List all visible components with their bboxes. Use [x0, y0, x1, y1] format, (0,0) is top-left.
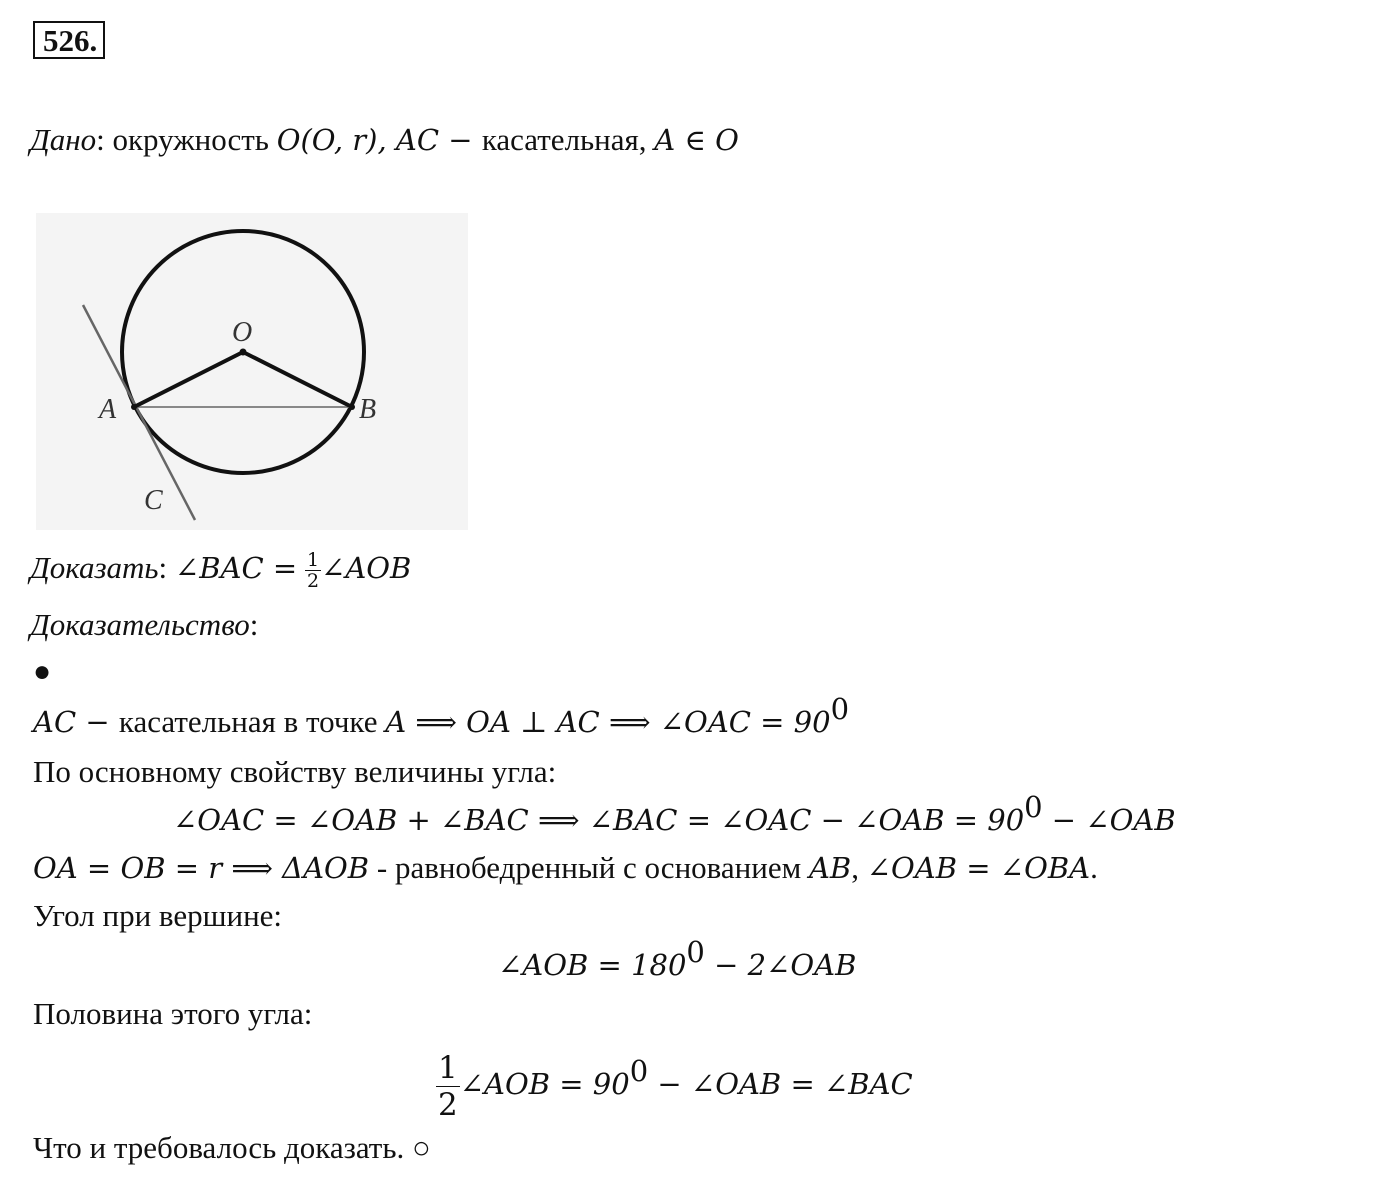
label-b: B — [359, 394, 377, 425]
prove-lhs: ∠BAC = — [174, 551, 298, 585]
l3-math: ∠OAC = ∠OAB + ∠BAC ⟹ ∠BAC = ∠OAC − ∠OAB = 90 — [173, 803, 1025, 837]
given-tangent: касательная, — [481, 122, 655, 157]
geometry-diagram — [36, 213, 468, 530]
given-condition: A ∈ O — [654, 123, 739, 157]
proof-heading — [30, 605, 258, 645]
given-dash: − — [439, 123, 482, 157]
proof-line-8 — [436, 1042, 913, 1126]
proof-colon: : — [249, 607, 259, 642]
l1-ac: AC − — [33, 705, 119, 739]
l8-math: ∠AOB = 90 — [459, 1067, 630, 1101]
radius-oa — [134, 352, 243, 407]
l4-comma: , — [851, 850, 867, 885]
l4-text: - равнобедренный с основанием — [369, 850, 809, 885]
l6-tail: − 2∠OAB — [704, 948, 857, 982]
proof-conclusion: Что и требовалось доказать. ○ — [33, 1130, 431, 1165]
prove-frac-den: 2 — [306, 570, 320, 593]
l1-text: касательная в точке — [118, 704, 386, 739]
l8-tail: − ∠OAB = ∠BAC — [648, 1067, 913, 1101]
proof-line-1 — [33, 692, 850, 742]
l3-tail: − ∠OAB — [1042, 803, 1176, 837]
proof-line-2: По основному свойству величины угла: — [33, 754, 557, 789]
proof-line-7: Половина этого угла: — [33, 996, 313, 1031]
bullet: ● — [33, 655, 52, 688]
proof-line-4 — [33, 848, 1098, 888]
proof-line-3 — [173, 790, 1176, 840]
label-a: A — [99, 394, 117, 425]
prove-frac-num: 1 — [306, 549, 320, 572]
prove-line — [30, 543, 411, 593]
l3-degree: 0 — [1024, 790, 1043, 824]
l8-degree: 0 — [629, 1054, 649, 1088]
point-b — [349, 404, 355, 410]
l4-ab: AB — [808, 851, 852, 885]
given-circle: O(O, r), AC — [276, 123, 440, 157]
point-a — [131, 404, 137, 410]
given-line — [30, 120, 739, 160]
prove-rhs: ∠AOB — [321, 551, 412, 585]
proof-line-5: Угол при вершине: — [33, 898, 283, 933]
circle-tangent-figure — [36, 213, 468, 530]
prove-colon: : — [158, 550, 175, 585]
prove-fraction — [305, 550, 321, 591]
l8-frac-num: 1 — [438, 1050, 458, 1087]
problem-number: 526. — [33, 21, 105, 59]
center-point — [240, 349, 247, 356]
proof-line-6 — [498, 935, 857, 985]
l1-math: A ⟹ OA ⊥ AC ⟹ ∠OAC = 90 — [385, 705, 831, 739]
given-text: : окружность — [96, 122, 277, 157]
l4-period: . — [1090, 850, 1098, 885]
given-label: Дано — [30, 122, 97, 157]
label-c: C — [144, 485, 163, 516]
l1-degree: 0 — [830, 692, 850, 726]
l8-fraction — [436, 1050, 460, 1123]
radius-ob — [243, 352, 352, 407]
prove-label: Доказать — [30, 550, 159, 585]
l4-angles: ∠OAB = ∠OBA — [866, 851, 1091, 885]
l4-math: OA = OB = r ⟹ ΔAOB — [33, 851, 370, 885]
label-o: O — [232, 317, 253, 348]
l8-frac-den: 2 — [438, 1087, 458, 1124]
l6-degree: 0 — [686, 935, 705, 969]
l6-math: ∠AOB = 180 — [498, 948, 687, 982]
proof-label: Доказательство — [30, 607, 250, 642]
